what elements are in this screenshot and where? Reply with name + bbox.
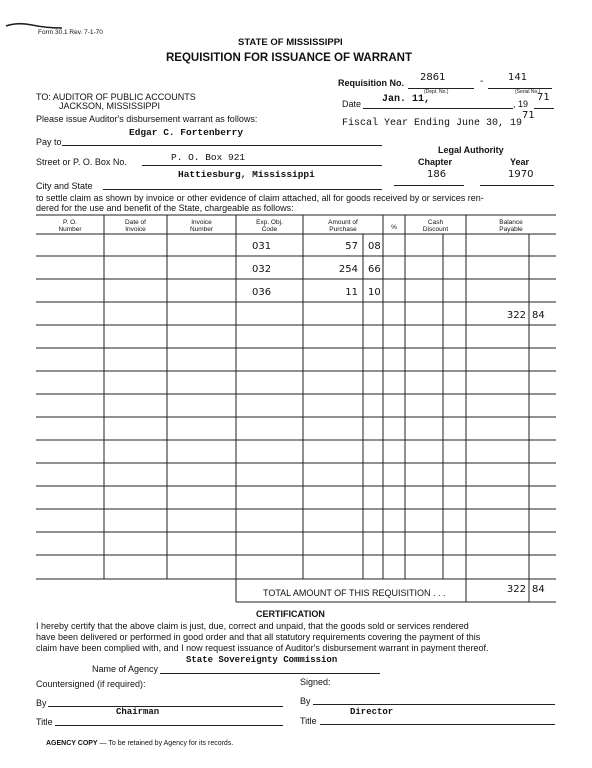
form-title: REQUISITION FOR ISSUANCE OF WARRANT — [166, 52, 412, 64]
city-line — [103, 189, 382, 190]
row-2-code: 032 — [252, 264, 272, 275]
col-header-exp: Exp. Obj. Code — [256, 219, 283, 233]
row-1-dollars: 57 — [345, 241, 358, 252]
date-line — [363, 108, 513, 109]
certification-line-3: claim have been complied with, and I now request issuance of Auditor's disbursement warrant in payment thereof. — [36, 643, 489, 653]
serial-no-caption: (Serial No.) — [515, 89, 541, 95]
year-line — [480, 185, 554, 186]
to-line-1: TO: AUDITOR OF PUBLIC ACCOUNTS — [36, 92, 196, 102]
col-header-po: P. O. Number — [58, 219, 82, 233]
to-line-3: Please issue Auditor's disbursement warrant as follows: — [36, 114, 258, 124]
pay-to-label: Pay to — [36, 137, 62, 147]
dept-no-value: 2861 — [420, 72, 446, 83]
fiscal-year-value: 71 — [522, 110, 535, 121]
col-header-amount: Amount of Purchase — [328, 219, 358, 233]
title-value-right: Director — [350, 707, 394, 717]
agency-copy-text: — To be retained by Agency for its records. — [97, 740, 234, 747]
city-value: Hattiesburg, Mississippi — [178, 169, 315, 180]
to-line-2: JACKSON, MISSISSIPPI — [59, 101, 161, 111]
dept-no-caption: (Dept. No.) — [424, 89, 449, 95]
row-2-cents: 66 — [368, 264, 381, 275]
total-dollars: 322 — [506, 584, 526, 595]
row-1-cents: 08 — [368, 241, 381, 252]
row-2-dollars: 254 — [338, 264, 358, 275]
serial-no-value: 141 — [508, 72, 528, 83]
col-header-balance: Balance Payable — [499, 219, 523, 233]
date-year-value: 71 — [537, 92, 550, 103]
by-line-left — [48, 706, 283, 707]
street-line — [142, 165, 382, 166]
certification-line-2: have been delivered or performed in good order and that all statutory requirements covering the payment of this — [36, 632, 481, 642]
certification-line-1: I hereby certify that the above claim is just, due, correct and unpaid, that the goods sold or services rendered — [36, 621, 469, 631]
agency-label: Name of Agency — [92, 664, 159, 674]
row-3-code: 036 — [252, 287, 272, 298]
agency-value: State Sovereignty Commission — [186, 655, 338, 665]
date-year-line — [534, 108, 554, 109]
pay-to-line — [62, 145, 382, 146]
form-number: Form 30.1 Rev. 7-1-70 — [38, 29, 103, 36]
city-label: City and State — [36, 181, 93, 191]
chapter-label: Chapter — [418, 157, 453, 167]
date-value: Jan. 11, — [382, 94, 431, 105]
agency-copy-label: AGENCY COPY — [46, 740, 98, 747]
row-3-cents: 10 — [368, 287, 381, 298]
chapter-line — [394, 185, 464, 186]
requisition-dash: - — [480, 76, 484, 87]
claim-table-grid — [36, 214, 558, 606]
title-line-right — [320, 724, 555, 725]
balance-cents: 84 — [532, 310, 545, 321]
signed-label: Signed: — [300, 677, 331, 687]
col-header-date: Date of Invoice — [125, 219, 146, 233]
street-value: P. O. Box 921 — [171, 152, 246, 163]
pay-to-value: Edgar C. Fortenberry — [129, 127, 244, 138]
state-heading: STATE OF MISSISSIPPI — [238, 37, 343, 48]
agency-copy-note — [46, 740, 233, 747]
total-label: TOTAL AMOUNT OF THIS REQUISITION . . . — [263, 588, 446, 598]
row-3-dollars: 11 — [345, 287, 358, 298]
year-label: Year — [510, 157, 530, 167]
agency-line — [160, 673, 380, 674]
countersigned-label: Countersigned (if required): — [36, 679, 146, 689]
street-label: Street or P. O. Box No. — [36, 157, 127, 167]
by-label-right: By — [300, 696, 311, 706]
legal-authority-heading: Legal Authority — [438, 145, 504, 155]
certification-heading: CERTIFICATION — [256, 609, 325, 619]
title-label-left: Title — [36, 717, 53, 727]
row-1-code: 031 — [252, 241, 272, 252]
requisition-label: Requisition No. — [338, 78, 404, 88]
settle-text-1: to settle claim as shown by invoice or other evidence of claim attached, all for goods received by or services ren- — [36, 193, 484, 203]
total-cents: 84 — [532, 584, 545, 595]
balance-dollars: 322 — [506, 310, 526, 321]
col-header-cash: Cash Discount — [422, 219, 449, 233]
title-label-right: Title — [300, 716, 317, 726]
settle-text-2: dered for the use and benefit of the State, chargeable as follows: — [36, 203, 294, 213]
title-value-left: Chairman — [116, 707, 160, 717]
col-header-invoice: Invoice Number — [189, 219, 214, 233]
chapter-value: 186 — [427, 169, 447, 180]
by-line-right — [313, 704, 555, 705]
year-value: 1970 — [508, 169, 534, 180]
col-header-pct: % — [391, 224, 397, 231]
title-line-left — [55, 725, 283, 726]
fiscal-year-label: Fiscal Year Ending June 30, 19 — [342, 118, 523, 129]
date-label: Date — [342, 99, 362, 109]
date-year-prefix: , 19 — [513, 99, 529, 109]
by-label-left: By — [36, 698, 47, 708]
